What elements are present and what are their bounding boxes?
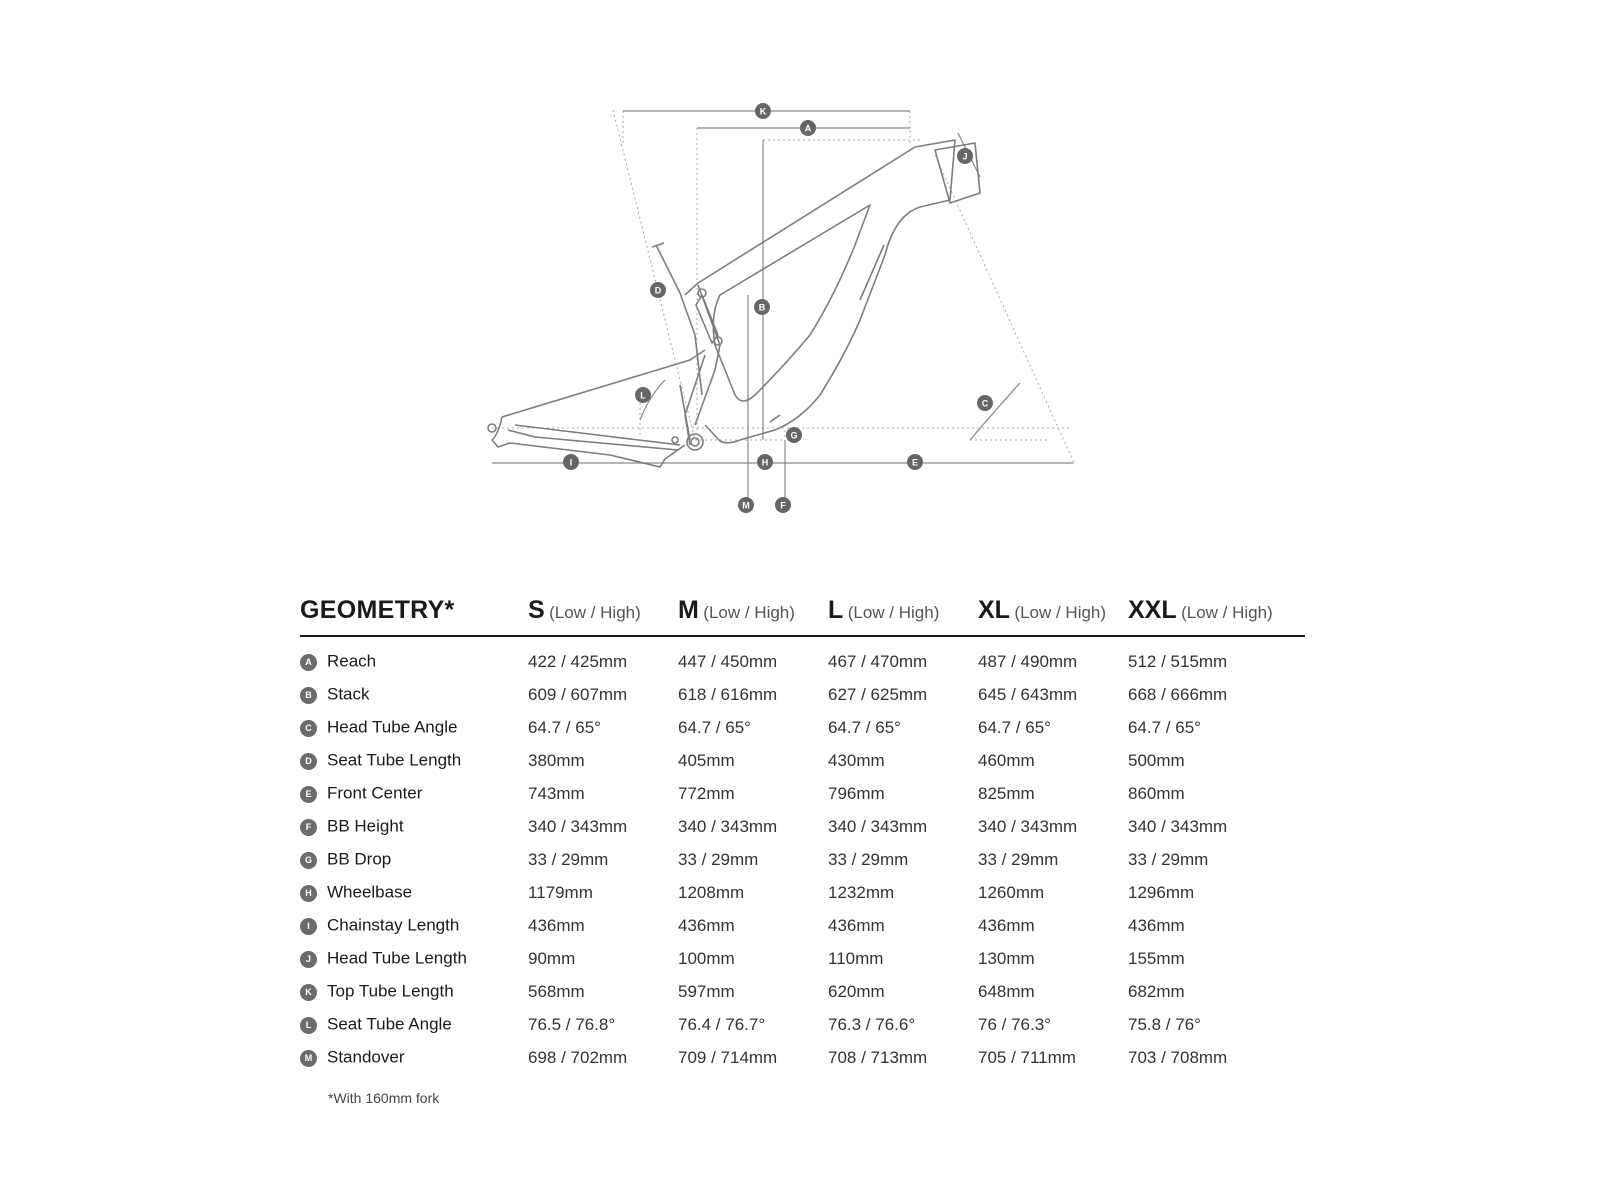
value-cell: 500mm: [1128, 750, 1185, 770]
size-header-l: L (Low / High): [828, 596, 940, 624]
diagram-marker-f: [775, 497, 791, 513]
svg-text:F: F: [780, 500, 786, 511]
letter-badge: M: [300, 1050, 317, 1067]
letter-badge: J: [300, 951, 317, 968]
value-cell: 33 / 29mm: [528, 849, 609, 869]
value-cell: 100mm: [678, 948, 735, 968]
value-cell: 340 / 343mm: [1128, 816, 1228, 836]
value-cell: 708 / 713mm: [828, 1047, 928, 1067]
value-cell: 568mm: [528, 981, 585, 1001]
geometry-table: [300, 596, 1305, 1074]
table-row: [300, 876, 1305, 909]
value-cell: 1260mm: [978, 882, 1045, 902]
value-cell: 609 / 607mm: [528, 684, 628, 704]
value-cell: 645 / 643mm: [978, 684, 1078, 704]
row-label: [300, 777, 528, 810]
letter-badge: H: [300, 885, 317, 902]
measurement-name: BB Height: [327, 816, 404, 836]
table-row: [300, 711, 1305, 744]
value-cell: 597mm: [678, 981, 735, 1001]
value-cell: 1296mm: [1128, 882, 1195, 902]
value-cell: 1179mm: [528, 882, 593, 902]
table-header-row: [300, 596, 1305, 636]
value-cell: 487 / 490mm: [978, 651, 1078, 671]
value-cell: 436mm: [828, 915, 885, 935]
value-cell: 90mm: [528, 948, 576, 968]
letter-badge: A: [300, 654, 317, 671]
table-row: [300, 777, 1305, 810]
value-cell: 64.7 / 65°: [828, 717, 901, 737]
svg-text:K: K: [759, 106, 767, 117]
diagram-marker-h: [757, 454, 773, 470]
diagram-marker-j: [957, 148, 973, 164]
value-cell: 682mm: [1128, 981, 1185, 1001]
value-cell: 110mm: [828, 948, 884, 968]
value-cell: 340 / 343mm: [978, 816, 1078, 836]
value-cell: 860mm: [1128, 783, 1185, 803]
diagram-marker-b: [754, 299, 770, 315]
svg-text:A: A: [804, 123, 812, 134]
value-cell: 75.8 / 76°: [1128, 1014, 1201, 1034]
table-row: [300, 636, 1305, 678]
table-row: [300, 1008, 1305, 1041]
svg-text:C: C: [981, 398, 989, 409]
value-cell: 340 / 343mm: [828, 816, 928, 836]
row-label: [300, 810, 528, 843]
geometry-title: GEOMETRY*: [300, 596, 455, 624]
value-cell: 340 / 343mm: [678, 816, 778, 836]
svg-text:G: G: [790, 430, 798, 441]
value-cell: 76.3 / 76.6°: [828, 1014, 916, 1034]
row-label: [300, 942, 528, 975]
size-header-s: S (Low / High): [528, 596, 641, 624]
value-cell: 705 / 711mm: [978, 1047, 1076, 1067]
row-label: [300, 711, 528, 744]
row-label: [300, 1041, 528, 1074]
value-cell: 772mm: [678, 783, 735, 803]
measurement-name: Seat Tube Length: [327, 750, 462, 770]
row-label: [300, 744, 528, 777]
diagram-marker-k: [755, 103, 771, 119]
measurement-name: Head Tube Angle: [327, 717, 458, 737]
svg-text:I: I: [569, 457, 573, 468]
value-cell: 76.5 / 76.8°: [528, 1014, 616, 1034]
letter-badge: B: [300, 687, 317, 704]
value-cell: 447 / 450mm: [678, 651, 778, 671]
value-cell: 64.7 / 65°: [978, 717, 1051, 737]
diagram-marker-e: [907, 454, 923, 470]
value-cell: 709 / 714mm: [678, 1047, 778, 1067]
value-cell: 33 / 29mm: [1128, 849, 1209, 869]
row-label: [300, 678, 528, 711]
row-label: [300, 909, 528, 942]
svg-text:E: E: [911, 457, 919, 468]
value-cell: 1208mm: [678, 882, 745, 902]
letter-badge: E: [300, 786, 317, 803]
value-cell: 64.7 / 65°: [528, 717, 601, 737]
value-cell: 422 / 425mm: [528, 651, 628, 671]
value-cell: 380mm: [528, 750, 585, 770]
value-cell: 76.4 / 76.7°: [678, 1014, 766, 1034]
value-cell: 436mm: [1128, 915, 1185, 935]
value-cell: 627 / 625mm: [828, 684, 928, 704]
value-cell: 512 / 515mm: [1128, 651, 1228, 671]
value-cell: 618 / 616mm: [678, 684, 778, 704]
letter-badge: G: [300, 852, 317, 869]
value-cell: 648mm: [978, 981, 1035, 1001]
measurement-name: Front Center: [327, 783, 423, 803]
table-row: [300, 744, 1305, 777]
value-cell: 467 / 470mm: [828, 651, 928, 671]
svg-text:M: M: [742, 500, 750, 511]
diagram-marker-i: [563, 454, 579, 470]
diagram-marker-c: [977, 395, 993, 411]
value-cell: 698 / 702mm: [528, 1047, 628, 1067]
letter-badge: D: [300, 753, 317, 770]
table-row: [300, 810, 1305, 843]
value-cell: 155mm: [1128, 948, 1185, 968]
row-label: [300, 975, 528, 1008]
value-cell: 436mm: [978, 915, 1035, 935]
letter-badge: C: [300, 720, 317, 737]
value-cell: 668 / 666mm: [1128, 684, 1228, 704]
measurement-name: Stack: [327, 684, 370, 704]
value-cell: 436mm: [678, 915, 735, 935]
row-label: [300, 636, 528, 678]
table-row: [300, 975, 1305, 1008]
table-row: [300, 678, 1305, 711]
svg-text:D: D: [654, 285, 662, 296]
value-cell: 743mm: [528, 783, 585, 803]
table-row: [300, 942, 1305, 975]
row-label: [300, 1008, 528, 1041]
svg-text:H: H: [761, 457, 769, 468]
measurement-name: Standover: [327, 1047, 405, 1067]
letter-badge: F: [300, 819, 317, 836]
row-label: [300, 843, 528, 876]
letter-badge: L: [300, 1017, 317, 1034]
diagram-marker-l: [635, 387, 651, 403]
value-cell: 33 / 29mm: [978, 849, 1059, 869]
diagram-marker-a: [800, 120, 816, 136]
value-cell: 796mm: [828, 783, 885, 803]
size-header-xxl: XXL (Low / High): [1128, 596, 1273, 624]
measurement-name: Reach: [327, 651, 377, 671]
measurement-name: Top Tube Length: [327, 981, 454, 1001]
value-cell: 825mm: [978, 783, 1035, 803]
letter-badge: I: [300, 918, 317, 935]
svg-text:B: B: [758, 302, 766, 313]
table-row: [300, 1041, 1305, 1074]
diagram-marker-d: [650, 282, 666, 298]
footnote: *With 160mm fork: [328, 1090, 440, 1106]
value-cell: 33 / 29mm: [678, 849, 759, 869]
bike-frame-diagram: [480, 95, 1080, 525]
measurement-name: Chainstay Length: [327, 915, 460, 935]
value-cell: 64.7 / 65°: [678, 717, 751, 737]
table-row: [300, 909, 1305, 942]
size-header-m: M (Low / High): [678, 596, 795, 624]
svg-text:J: J: [962, 151, 968, 162]
value-cell: 703 / 708mm: [1128, 1047, 1228, 1067]
value-cell: 1232mm: [828, 882, 895, 902]
diagram-marker-g: [786, 427, 802, 443]
measurement-name: Head Tube Length: [327, 948, 467, 968]
measurement-name: Seat Tube Angle: [327, 1014, 452, 1034]
value-cell: 430mm: [828, 750, 885, 770]
size-header-xl: XL (Low / High): [978, 596, 1107, 624]
value-cell: 620mm: [828, 981, 885, 1001]
measurement-name: Wheelbase: [327, 882, 413, 902]
value-cell: 33 / 29mm: [828, 849, 909, 869]
measurement-name: BB Drop: [327, 849, 392, 869]
value-cell: 130mm: [978, 948, 1035, 968]
letter-badge: K: [300, 984, 317, 1001]
value-cell: 460mm: [978, 750, 1035, 770]
svg-text:L: L: [640, 390, 646, 401]
value-cell: 64.7 / 65°: [1128, 717, 1201, 737]
value-cell: 405mm: [678, 750, 735, 770]
value-cell: 340 / 343mm: [528, 816, 628, 836]
diagram-marker-m: [738, 497, 754, 513]
value-cell: 76 / 76.3°: [978, 1014, 1051, 1034]
table-row: [300, 843, 1305, 876]
value-cell: 436mm: [528, 915, 585, 935]
row-label: [300, 876, 528, 909]
